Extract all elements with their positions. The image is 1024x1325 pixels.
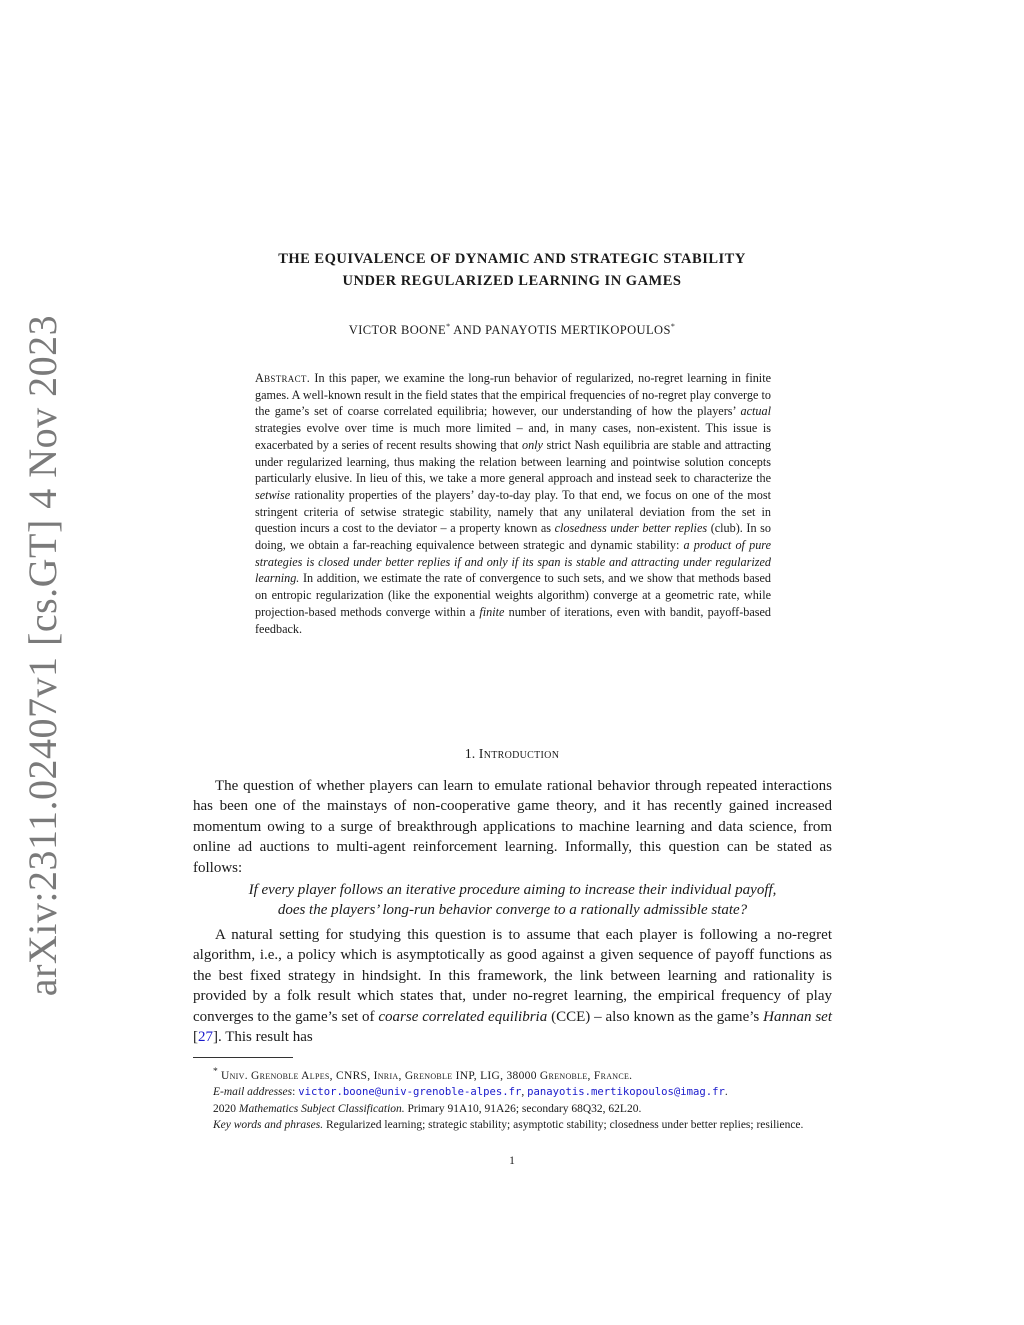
msc-value: Primary 91A10, 91A26; secondary 68Q32, 62L20. xyxy=(404,1102,642,1115)
arxiv-identifier-stamp xyxy=(8,314,78,996)
abstract-text-3: strict Nash equilibria are stable and attracting under regularized learning, thus making the relation between learning and pointwise solution concepts particularly elusive. In lieu of this, we take a more general approach and instead seek to characterize the xyxy=(255,437,771,486)
footnote-msc xyxy=(193,1101,832,1117)
intro-p2-em-hannan: Hannan set xyxy=(763,1008,833,1025)
abstract xyxy=(255,370,771,637)
abstract-em-main-result: a product of pure strategies is closed under better replies if and only if its span is stable and attracting under regularized learning. xyxy=(255,538,772,586)
section-heading-introduction xyxy=(0,747,1024,763)
footnote-divider xyxy=(193,1057,293,1058)
keywords-label: Key words and phrases. xyxy=(213,1119,324,1132)
footnote-affiliation xyxy=(193,1064,832,1084)
intro-paragraph-2 xyxy=(193,925,832,1047)
intro-paragraph-1: The question of whether players can learn to emulate rational behavior through repeated interactions has been one of the mainstays of non-cooperative game theory, and it has recently gained increased momentum owing to a surge of breakthrough applications to machine learning and data science, from online ad auctions to multi-agent reinforcement learning. Informally, this question can be stated as follows: xyxy=(193,778,832,876)
author-1: VICTOR BOONE xyxy=(348,323,447,338)
intro-p2-text-a: A natural setting for studying this question is to assume that each player is following a no-regret algorithm, i.e., a policy which is asymptotically as good against a given sequence of payoff functions as the best fixed strategy in hindsight. In this framework, the link between learning and rationality is provided by a folk result which states that, under no-regret learning, the empirical frequency of play converges to the game’s set of xyxy=(193,927,832,1025)
abstract-em-finite: finite xyxy=(479,604,505,619)
section-number: 1. xyxy=(464,747,479,762)
quote-line-2: does the players’ long-run behavior converge to a rationally admissible state? xyxy=(277,902,748,919)
page-number: 1 xyxy=(509,1155,515,1167)
footnote-emails xyxy=(193,1084,832,1100)
section-title: Introduction xyxy=(478,747,560,762)
abstract-em-only: only xyxy=(521,437,543,452)
footnotes xyxy=(193,1064,832,1133)
title-line-2: UNDER REGULARIZED LEARNING IN GAMES xyxy=(342,273,682,289)
intro-p2-text-d: ]. This result has xyxy=(213,1029,313,1046)
abstract-em-setwise: setwise xyxy=(255,487,291,502)
affiliation-text: Univ. Grenoble Alpes, CNRS, Inria, Grenoble INP, LIG, 38000 Grenoble, France. xyxy=(217,1069,633,1082)
msc-year: 2020 xyxy=(213,1102,239,1115)
email-link-boone[interactable]: victor.boone@univ-grenoble-alpes.fr xyxy=(298,1086,522,1099)
email-separator: : xyxy=(292,1086,299,1099)
email-end: . xyxy=(724,1086,728,1099)
email-link-mertikopoulos[interactable]: panayotis.mertikopoulos@imag.fr xyxy=(527,1086,725,1099)
msc-label: Mathematics Subject Classification. xyxy=(238,1102,405,1115)
title-line-1: THE EQUIVALENCE OF DYNAMIC AND STRATEGIC STABILITY xyxy=(278,251,746,267)
footnote-keywords xyxy=(193,1117,832,1133)
citation-link-27[interactable]: 27 xyxy=(198,1029,213,1046)
abstract-text-2: strategies evolve over time is much more limited – and, in many cases, non-existent. This issue is exacerbated by a series of recent results showing that xyxy=(255,421,771,452)
abstract-text-1: In this paper, we examine the long-run behavior of regularized, no-regret learning in finite games. A well-known result in the field states that the empirical frequencies of no-regret play converge to the game’s set of coarse correlated equilibria; however, our understanding of how the players’ xyxy=(255,371,771,419)
keywords-value: Regularized learning; strategic stability; asymptotic stability; closedness under better replies; resilience. xyxy=(323,1119,804,1132)
abstract-em-club: closedness under better replies xyxy=(554,521,708,536)
author-1-mark: * xyxy=(446,322,451,331)
abstract-label: Abstract. xyxy=(255,371,311,385)
intro-p2-text-b: (CCE) – also known as the game’s xyxy=(547,1008,764,1025)
intro-p2-text-c: [ xyxy=(193,1029,198,1046)
abstract-text-7: number of iterations, even with bandit, payoff-based feedback. xyxy=(255,604,771,636)
email-label: E-mail addresses xyxy=(213,1086,293,1099)
abstract-text-5: (club). In so doing, we obtain a far-reaching equivalence between strategic and dynamic stability: xyxy=(255,521,772,553)
intro-question-quote xyxy=(193,880,832,921)
paper-title xyxy=(0,248,1024,292)
author-conjunction: AND xyxy=(450,323,486,338)
quote-line-1: If every player follows an iterative procedure aiming to increase their individual payoff, xyxy=(248,882,777,898)
abstract-em-actual: actual xyxy=(740,404,771,419)
author-2-mark: * xyxy=(670,322,676,331)
intro-p2-em-cce: coarse correlated equilibria xyxy=(378,1008,548,1025)
abstract-text-4: rationality properties of the players’ day-to-day play. To that end, we focus on one of the most stringent criteria of setwise strategic stability, namely that any unilateral deviation from the set in question incurs a cost to the deviator – a property known as xyxy=(255,487,771,536)
email-comma: , xyxy=(521,1086,528,1099)
author-list xyxy=(0,322,1024,338)
affiliation-mark: * xyxy=(213,1066,218,1077)
author-2: PANAYOTIS MERTIKOPOULOS xyxy=(485,323,671,338)
arxiv-identifier-text: arXiv:2311.02407v1 [cs.GT] 4 Nov 2023 xyxy=(20,314,66,996)
abstract-text-6: In addition, we estimate the rate of convergence to such sets, and we show that methods based on entropic regularization (like the exponential weights algorithm) converge at a geometric rate, while projection-based methods converge within a xyxy=(255,571,771,619)
